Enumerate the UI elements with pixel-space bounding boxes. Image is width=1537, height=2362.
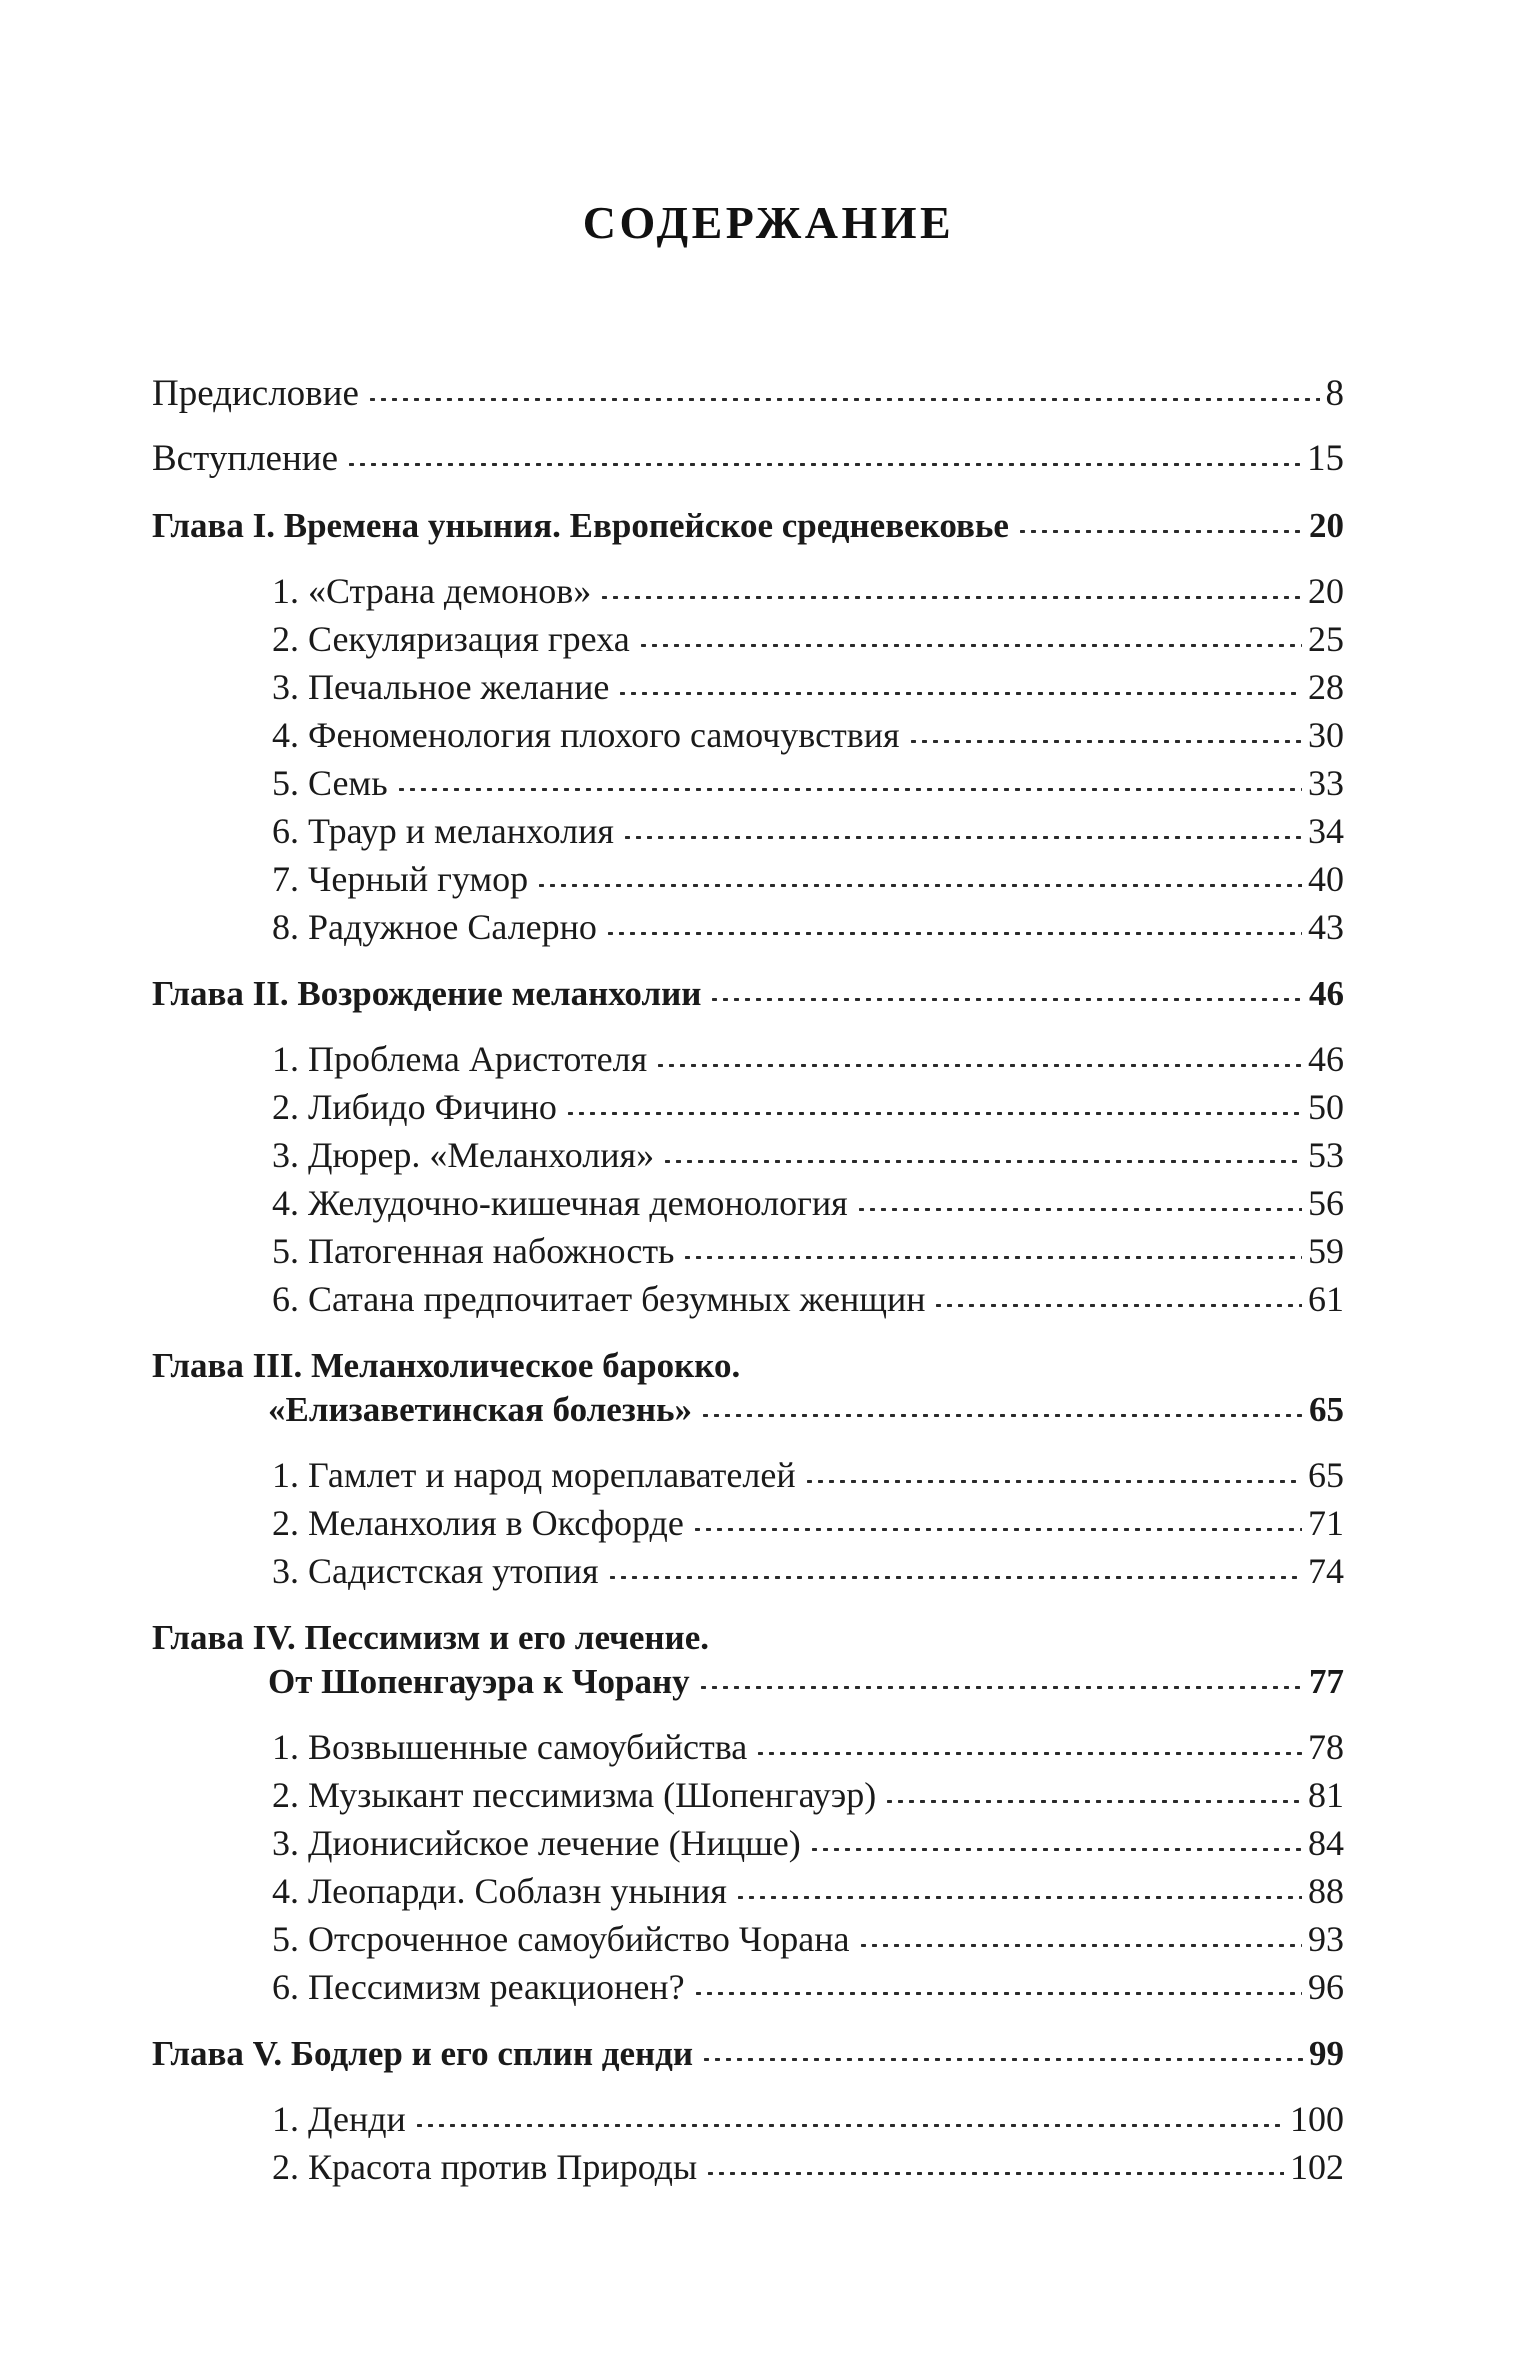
toc-entry-section[interactable] (152, 1278, 1344, 1320)
toc-entry-label: Глава IV. Пессимизм и его лечение. (152, 1618, 709, 1657)
dot-leader (662, 1151, 1302, 1167)
toc-entry-page-number: 34 (1308, 811, 1344, 851)
dot-leader (856, 1199, 1302, 1215)
toc-entry-chapter-subtitle[interactable] (152, 1390, 1344, 1430)
dot-leader (804, 1471, 1302, 1487)
toc-entry-page-number: 74 (1308, 1551, 1344, 1591)
toc-entry-page-number: 93 (1308, 1919, 1344, 1959)
dot-leader (682, 1247, 1302, 1263)
toc-entry-label: 1. «Страна демонов» (272, 571, 592, 611)
toc-entry-chapter[interactable] (152, 2034, 1344, 2074)
dot-leader (1017, 521, 1303, 537)
toc-entry-label: 2. Либидо Фичино (272, 1087, 557, 1127)
toc-entry-label: 3. Садистская утопия (272, 1551, 599, 1591)
toc-entry-section[interactable] (152, 1502, 1344, 1544)
toc-entry-page-number: 84 (1308, 1823, 1344, 1863)
dot-leader (638, 635, 1302, 651)
toc-entry-label: «Елизаветинская болезнь» (268, 1390, 693, 1429)
toc-entry-section[interactable] (152, 1966, 1344, 2008)
toc-entry-label: Глава II. Возрождение меланхолии (152, 974, 702, 1013)
toc-entry-label: 7. Черный гумор (272, 859, 529, 899)
toc-entry-page-number: 65 (1309, 1390, 1344, 1429)
toc-entry-section[interactable] (152, 570, 1344, 612)
toc-entry-page-number: 28 (1308, 667, 1344, 707)
toc-entry-section[interactable] (152, 1870, 1344, 1912)
dot-leader (692, 1519, 1302, 1535)
toc-entry-label: Предисловие (152, 373, 359, 414)
toc-entry-page-number: 61 (1308, 1279, 1344, 1319)
toc-entry-page-number: 30 (1308, 715, 1344, 755)
dot-leader (735, 1887, 1302, 1903)
dot-leader (622, 827, 1302, 843)
toc-entry-page-number: 20 (1309, 506, 1344, 545)
toc-entry-label: 8. Радужное Салерно (272, 907, 597, 947)
toc-entry-label: 6. Пессимизм реакционен? (272, 1967, 685, 2007)
toc-entry-label: Глава III. Меланхолическое барокко. (152, 1346, 741, 1385)
dot-leader (617, 683, 1302, 699)
toc-entry-chapter-subtitle[interactable] (152, 1662, 1344, 1702)
toc-list (152, 372, 1344, 2188)
toc-entry-label: 5. Семь (272, 763, 388, 803)
toc-entry-section[interactable] (152, 1774, 1344, 1816)
toc-entry-page-number: 15 (1307, 438, 1344, 479)
toc-entry-page-number: 71 (1308, 1503, 1344, 1543)
toc-entry-label: 5. Патогенная набожность (272, 1231, 675, 1271)
toc-entry-label: 6. Траур и меланхолия (272, 811, 614, 851)
toc-entry-section[interactable] (152, 1550, 1344, 1592)
toc-entry-page-number: 33 (1308, 763, 1344, 803)
toc-entry-section[interactable] (152, 1038, 1344, 1080)
toc-entry-label: 2. Меланхолия в Оксфорде (272, 1503, 684, 1543)
toc-entry-section[interactable] (152, 2146, 1344, 2188)
toc-entry-page-number: 59 (1308, 1231, 1344, 1271)
toc-entry-page-number: 96 (1308, 1967, 1344, 2007)
page-title: СОДЕРЖАНИЕ (582, 197, 955, 248)
dot-leader (933, 1295, 1302, 1311)
toc-entry-label: 1. Проблема Аристотеля (272, 1039, 648, 1079)
toc-entry-section[interactable] (152, 1726, 1344, 1768)
toc-entry-page-number: 25 (1308, 619, 1344, 659)
toc-entry-page-number: 53 (1308, 1135, 1344, 1175)
dot-leader (908, 731, 1302, 747)
toc-entry-front-matter[interactable] (152, 437, 1344, 480)
toc-entry-section[interactable] (152, 1182, 1344, 1224)
dot-leader (346, 454, 1301, 470)
toc-entry-page-number: 102 (1290, 2147, 1344, 2187)
toc-entry-section[interactable] (152, 1454, 1344, 1496)
dot-leader (809, 1839, 1302, 1855)
toc-entry-label: 1. Возвышенные самоубийства (272, 1727, 748, 1767)
dot-leader (693, 1983, 1302, 1999)
dot-leader (858, 1935, 1302, 1951)
dot-leader (607, 1567, 1302, 1583)
dot-leader (700, 1405, 1303, 1421)
toc-entry-page-number: 99 (1309, 2034, 1344, 2073)
toc-entry-section[interactable] (152, 618, 1344, 660)
toc-entry-label: Глава I. Времена уныния. Европейское средневековье (152, 506, 1009, 545)
toc-entry-page-number: 50 (1308, 1087, 1344, 1127)
dot-leader (396, 779, 1302, 795)
toc-entry-section[interactable] (152, 1086, 1344, 1128)
toc-entry-label: 1. Гамлет и народ мореплавателей (272, 1455, 796, 1495)
dot-leader (698, 1677, 1303, 1693)
toc-entry-chapter[interactable] (152, 974, 1344, 1014)
dot-leader (709, 989, 1303, 1005)
dot-leader (605, 923, 1302, 939)
dot-leader (655, 1055, 1302, 1071)
dot-leader (701, 2049, 1303, 2065)
toc-entry-page-number: 78 (1308, 1727, 1344, 1767)
toc-entry-page-number: 81 (1308, 1775, 1344, 1815)
dot-leader (414, 2115, 1284, 2131)
toc-entry-section[interactable] (152, 906, 1344, 948)
toc-entry-page-number: 88 (1308, 1871, 1344, 1911)
toc-entry-section[interactable] (152, 666, 1344, 708)
toc-entry-label: 2. Секуляризация греха (272, 619, 630, 659)
toc-entry-page-number: 46 (1308, 1039, 1344, 1079)
dot-leader (599, 587, 1302, 603)
toc-entry-section[interactable] (152, 1230, 1344, 1272)
toc-entry-section[interactable] (152, 762, 1344, 804)
toc-entry-page-number: 77 (1309, 1662, 1344, 1701)
toc-entry-label: Вступление (152, 438, 338, 479)
toc-entry-front-matter[interactable] (152, 372, 1344, 415)
toc-entry-page-number: 40 (1308, 859, 1344, 899)
toc-entry-label: 4. Феноменология плохого самочувствия (272, 715, 900, 755)
toc-entry-label: 3. Дюрер. «Меланхолия» (272, 1135, 655, 1175)
toc-entry-label: 1. Денди (272, 2099, 406, 2139)
toc-entry-chapter[interactable] (152, 506, 1344, 546)
toc-entry-page-number: 20 (1308, 571, 1344, 611)
toc-entry-label: 5. Отсроченное самоубийство Чорана (272, 1919, 850, 1959)
toc-entry-page-number: 56 (1308, 1183, 1344, 1223)
toc-entry-chapter[interactable] (152, 1346, 1344, 1386)
toc-entry-label: 3. Печальное желание (272, 667, 610, 707)
toc-entry-section[interactable] (152, 1134, 1344, 1176)
toc-entry-chapter[interactable] (152, 1618, 1344, 1658)
dot-leader (565, 1103, 1302, 1119)
toc-entry-page-number: 8 (1325, 373, 1344, 414)
dot-leader (536, 875, 1302, 891)
toc-entry-label: 2. Красота против Природы (272, 2147, 698, 2187)
toc-entry-label: 4. Желудочно-кишечная демонология (272, 1183, 848, 1223)
toc-entry-page-number: 43 (1308, 907, 1344, 947)
toc-entry-label: 4. Леопарди. Соблазн уныния (272, 1871, 727, 1911)
toc-entry-section[interactable] (152, 810, 1344, 852)
dot-leader (755, 1743, 1302, 1759)
dot-leader (705, 2163, 1284, 2179)
toc-entry-section[interactable] (152, 1918, 1344, 1960)
dot-leader (367, 389, 1320, 405)
toc-entry-label: 2. Музыкант пессимизма (Шопенгауэр) (272, 1775, 877, 1815)
toc-entry-page-number: 65 (1308, 1455, 1344, 1495)
toc-entry-label: От Шопенгауэра к Чорану (268, 1662, 690, 1701)
dot-leader (884, 1791, 1302, 1807)
toc-entry-page-number: 46 (1309, 974, 1344, 1013)
toc-entry-section[interactable] (152, 2098, 1344, 2140)
toc-entry-section[interactable] (152, 1822, 1344, 1864)
toc-entry-label: 6. Сатана предпочитает безумных женщин (272, 1279, 926, 1319)
toc-entry-label: Глава V. Бодлер и его сплин денди (152, 2034, 694, 2073)
toc-entry-section[interactable] (152, 858, 1344, 900)
toc-entry-page-number: 100 (1290, 2099, 1344, 2139)
toc-entry-section[interactable] (152, 714, 1344, 756)
toc-entry-label: 3. Дионисийское лечение (Ницше) (272, 1823, 801, 1863)
